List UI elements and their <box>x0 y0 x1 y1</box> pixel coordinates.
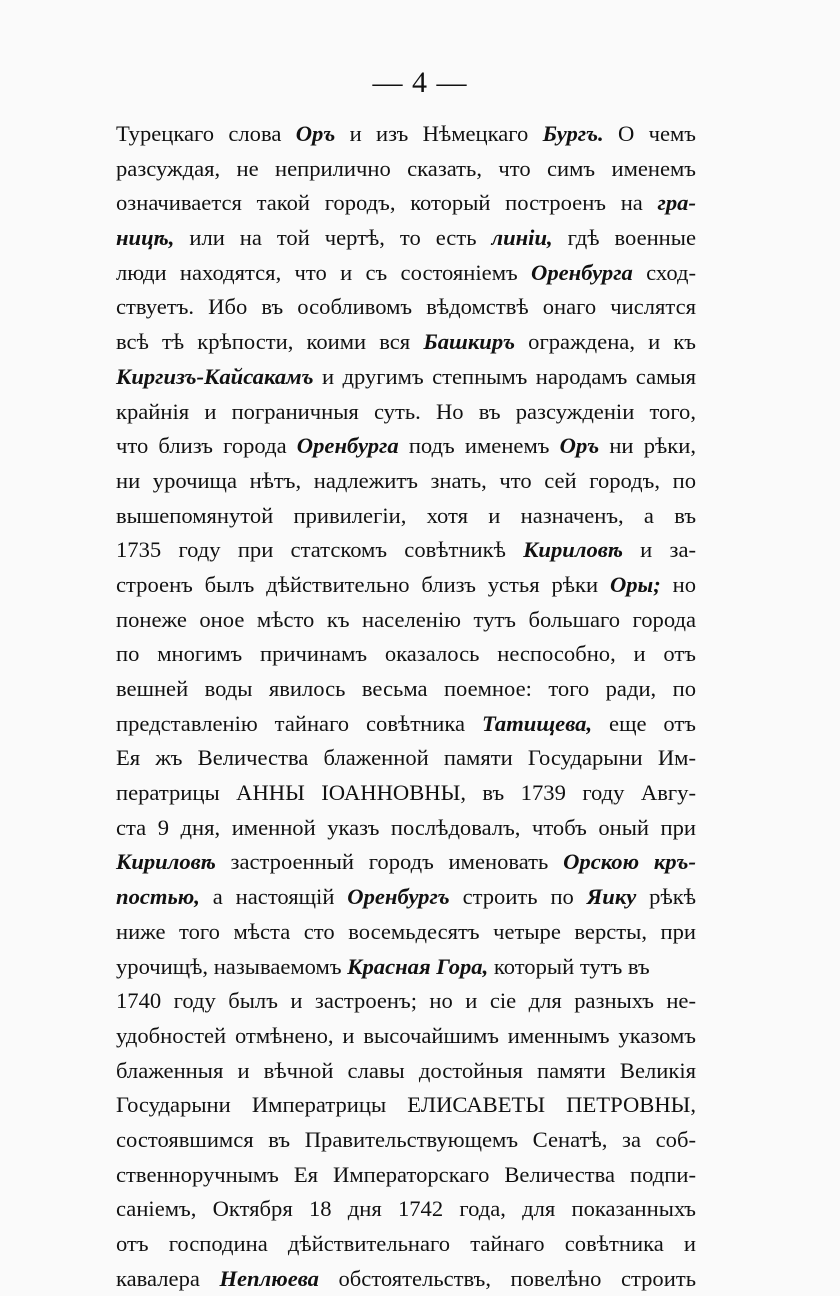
text-line <box>116 1019 696 1054</box>
text-run: 1735 году при статскомъ совѣтникѣ <box>116 537 524 563</box>
text-run: застроенный городъ именовать <box>215 849 564 875</box>
text-run: и изъ Нѣмецкаго <box>335 121 543 146</box>
text-line <box>116 1054 696 1089</box>
text-line <box>116 880 696 915</box>
text-line <box>116 741 696 776</box>
text-line <box>116 152 696 187</box>
text-run: строить по <box>449 884 587 910</box>
text-line <box>116 707 696 742</box>
text-run: ниже того мѣста сто восемьдесятъ четыре версты, при <box>116 918 696 944</box>
italic-name: Бургъ. <box>542 121 604 146</box>
text-run: а настоящій <box>199 884 348 910</box>
text-run: строенъ былъ дѣйствительно близъ устья рѣки <box>116 571 610 597</box>
text-run: ни рѣки, <box>599 433 696 459</box>
text-line <box>116 429 696 464</box>
text-run: 1740 году былъ и застроенъ; но и сіе для разныхъ не- <box>116 988 696 1014</box>
text-run: отъ господина дѣйствительнаго тайнаго совѣтника и <box>116 1231 696 1256</box>
italic-name: Оры; <box>609 571 661 597</box>
text-line <box>116 603 696 638</box>
italic-name: Башкиръ <box>423 329 516 355</box>
text-run: всѣ тѣ крѣпости, коими вся <box>116 329 424 355</box>
text-run: удобностей отмѣнено, и высочайшимъ именнымъ указомъ <box>116 1022 696 1048</box>
page-number: — 4 — <box>372 66 468 99</box>
text-run: О чемъ <box>603 121 696 146</box>
text-line <box>116 533 696 568</box>
text-run: и другимъ степнымъ народамъ самыя <box>313 363 696 389</box>
text-run: который тутъ въ <box>488 953 650 979</box>
text-run: ствуетъ. Ибо въ особливомъ вѣдомствѣ онаго числятся <box>116 294 696 320</box>
text-run: кавалера <box>116 1265 220 1291</box>
text-line <box>116 1192 696 1227</box>
text-run: Государыни Императрицы ЕЛИСАВЕТЫ ПЕТРОВНЫ, <box>116 1092 696 1118</box>
italic-name: Оръ <box>559 433 600 459</box>
text-line <box>116 984 696 1019</box>
text-line <box>116 950 696 985</box>
text-run: но <box>660 571 696 597</box>
italic-name: Оръ <box>295 121 336 146</box>
italic-name: Кириловѣ <box>523 537 623 563</box>
text-run: обстоятельствъ, повелѣно строить <box>318 1265 696 1291</box>
text-line <box>116 256 696 291</box>
text-run: означивается такой городъ, который построенъ на <box>116 190 658 216</box>
text-line <box>116 915 696 950</box>
italic-name: Кириловѣ <box>116 849 216 875</box>
text-line <box>116 290 696 325</box>
text-run: подъ именемъ <box>398 433 560 459</box>
italic-name: Неплюева <box>219 1265 319 1291</box>
text-run: вышепомянутой привилегіи, хотя и назначенъ, а въ <box>116 502 696 528</box>
text-run: Ея жъ Величества блаженной памяти Государыни Им- <box>116 745 696 771</box>
text-run: или на той чертѣ, то есть <box>174 225 492 251</box>
text-line <box>116 221 696 256</box>
text-run: состоявшимся въ Правительствующемъ Сенатѣ, за соб- <box>116 1126 696 1152</box>
text-line <box>116 1158 696 1193</box>
text-run: ни урочища нѣтъ, надлежитъ знать, что сей городъ, по <box>116 467 696 493</box>
text-line <box>116 1262 696 1296</box>
italic-name: Яику <box>586 884 637 910</box>
text-line <box>116 811 696 846</box>
italic-name: Оренбурга <box>531 259 633 285</box>
italic-name: Киргизъ-Кайсакамъ <box>116 363 314 389</box>
text-run: еще отъ <box>592 710 696 736</box>
text-line <box>116 637 696 672</box>
text-run: саніемъ, Октября 18 дня 1742 года, для показанныхъ <box>116 1196 696 1222</box>
text-line <box>116 464 696 499</box>
text-run: ста 9 дня, именной указъ послѣдовалъ, чтобъ оный при <box>116 814 696 840</box>
text-run: урочищѣ, называемомъ <box>116 953 348 979</box>
text-run: сход- <box>632 259 696 285</box>
body-text <box>116 117 696 1296</box>
text-run: ператрицы АННЫ ІОАННОВНЫ, въ 1739 году Авгу- <box>116 780 696 806</box>
text-run: и за- <box>622 537 696 563</box>
text-line <box>116 568 696 603</box>
text-run: вешней воды явилось весьма поемное: того ради, по <box>116 676 696 701</box>
italic-name: Оренбургъ <box>347 884 450 910</box>
text-run: ственноручнымъ Ея Императорскаго Величества подпи- <box>116 1161 696 1187</box>
text-line <box>116 186 696 221</box>
italic-name: линіи, <box>491 225 553 251</box>
text-line <box>116 1123 696 1158</box>
italic-name: Красная Гора, <box>347 953 489 979</box>
text-line <box>116 117 696 152</box>
text-run: люди находятся, что и съ состояніемъ <box>116 259 532 285</box>
italic-name: Орскою кръ- <box>563 849 696 875</box>
text-line <box>116 845 696 880</box>
text-run: рѣкѣ <box>636 884 696 910</box>
italic-name: Татищева, <box>481 710 593 736</box>
text-line <box>116 672 696 707</box>
text-line <box>116 499 696 534</box>
italic-name: Оренбурга <box>296 433 399 459</box>
text-run: представленію тайнаго совѣтника <box>116 710 482 736</box>
text-run: Турецкаго слова <box>116 121 296 146</box>
text-run: понеже оное мѣсто къ населенію тутъ большаго города <box>116 606 696 632</box>
italic-name: постью, <box>116 884 200 910</box>
text-line <box>116 325 696 360</box>
text-run: крайнія и пограничныя суть. Но въ разсужденіи того, <box>116 398 696 424</box>
text-run: что близъ города <box>116 433 297 459</box>
text-run: разсуждая, не неприлично сказать, что симъ именемъ <box>116 155 696 181</box>
text-run: по многимъ причинамъ оказалось неспособно, и отъ <box>116 641 696 667</box>
text-line <box>116 360 696 395</box>
text-line <box>116 776 696 811</box>
italic-name: ницѣ, <box>116 225 175 251</box>
text-line <box>116 395 696 430</box>
text-run: ограждена, и къ <box>515 329 696 355</box>
text-run: гдѣ военные <box>552 225 696 251</box>
italic-name: гра- <box>657 190 696 216</box>
text-line <box>116 1227 696 1262</box>
text-run: блаженныя и вѣчной славы достойныя памяти Великія <box>116 1057 696 1083</box>
text-line <box>116 1088 696 1123</box>
